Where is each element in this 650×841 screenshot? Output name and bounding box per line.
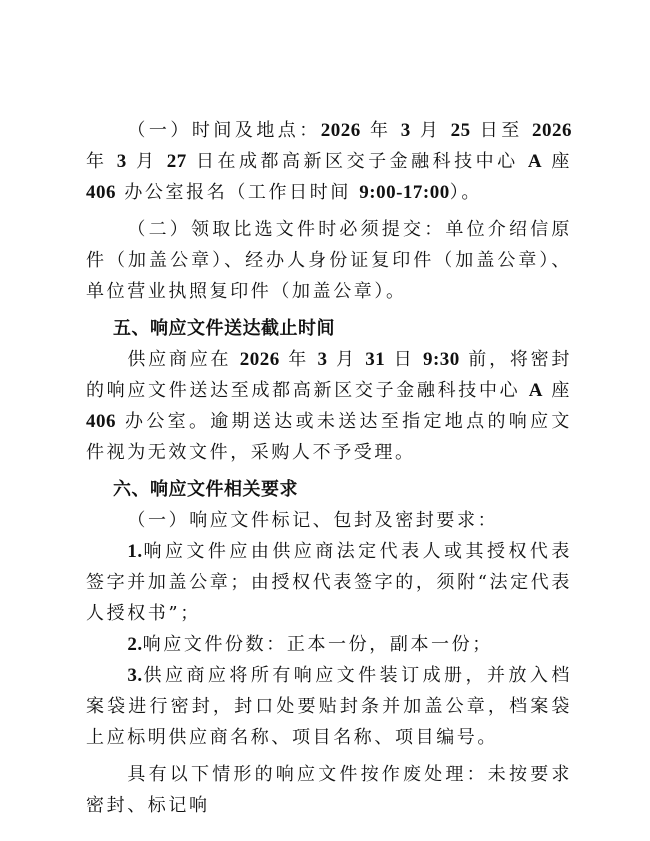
text-run: 座 bbox=[543, 380, 573, 401]
bold-text: 406 bbox=[86, 182, 116, 203]
paragraph-sealing-requirements: （一）响应文件标记、包封及密封要求： bbox=[127, 510, 499, 531]
section-heading-5: 五、响应文件送达截止时间 bbox=[113, 318, 335, 339]
text-run: 月 bbox=[327, 349, 366, 370]
bold-text: 27 bbox=[166, 151, 187, 172]
text-run: 日至 bbox=[470, 120, 532, 141]
bold-text: A bbox=[528, 380, 543, 401]
paragraph-required-documents: （二）领取比选文件时必须提交：单位介绍信原件（加盖公章）、经办人身份证复印件（加盖公章）、单位营业执照复印件（加盖公章）。 bbox=[86, 219, 572, 302]
section-heading-6: 六、响应文件相关要求 bbox=[113, 479, 298, 500]
bold-text: A bbox=[527, 151, 543, 172]
text-run: 前，将密封的响应文件送达至成都高新区交子金融科技中心 bbox=[86, 349, 572, 401]
text-run: 日在成都高新区交子金融科技中心 bbox=[186, 151, 528, 172]
paragraph-invalid-conditions: 具有以下情形的响应文件按作废处理：未按要求密封、标记响 bbox=[86, 764, 572, 816]
paragraph-item-3 bbox=[86, 660, 572, 753]
paragraph-registration-time-place bbox=[86, 115, 572, 208]
text-run: （一）时间及地点： bbox=[127, 120, 321, 141]
bold-text: 2. bbox=[127, 634, 143, 655]
text-run: 座 bbox=[542, 151, 572, 172]
text-run: 月 bbox=[410, 120, 451, 141]
bold-text: 2026 bbox=[532, 120, 572, 141]
bold-text: 3 bbox=[116, 151, 127, 172]
text-run: 日 bbox=[385, 349, 423, 370]
text-run: 年 bbox=[86, 151, 117, 172]
paragraph-item-2 bbox=[86, 629, 572, 660]
text-run: 供应商应将所有响应文件装订成册，并放入档案袋进行密封，封口处要贴封条并加盖公章，档案袋上应标明供应商名称、项目名称、项目编号。 bbox=[86, 665, 572, 748]
bold-text: 3 bbox=[317, 349, 328, 370]
bold-text: 2026 bbox=[239, 349, 280, 370]
document-page bbox=[86, 115, 572, 821]
bold-text: 9:00-17:00 bbox=[359, 182, 450, 203]
paragraph-deadline bbox=[86, 344, 572, 468]
bold-text: 3. bbox=[127, 665, 143, 686]
text-run: 办公室报名（工作日时间 bbox=[116, 182, 360, 203]
text-run: 响应文件应由供应商法定代表人或其授权代表签字并加盖公章；由授权代表签字的，须附“法定代表人授权书”； bbox=[86, 541, 572, 624]
text-run: 办公室。逾期送达或未送达至指定地点的响应文件视为无效文件，采购人不予受理。 bbox=[86, 411, 572, 463]
paragraph-item-1 bbox=[86, 536, 572, 629]
text-run: 供应商应在 bbox=[127, 349, 240, 370]
text-run: 响应文件份数：正本一份，副本一份； bbox=[142, 634, 493, 655]
text-run: 年 bbox=[279, 349, 318, 370]
bold-text: 25 bbox=[450, 120, 471, 141]
text-run: 月 bbox=[126, 151, 167, 172]
text-run: 年 bbox=[360, 120, 401, 141]
text-run: ）。 bbox=[449, 182, 482, 203]
bold-text: 3 bbox=[400, 120, 411, 141]
bold-text: 2026 bbox=[320, 120, 361, 141]
bold-text: 9:30 bbox=[422, 349, 460, 370]
bold-text: 31 bbox=[365, 349, 386, 370]
bold-text: 406 bbox=[86, 411, 116, 432]
bold-text: 1. bbox=[127, 541, 143, 562]
